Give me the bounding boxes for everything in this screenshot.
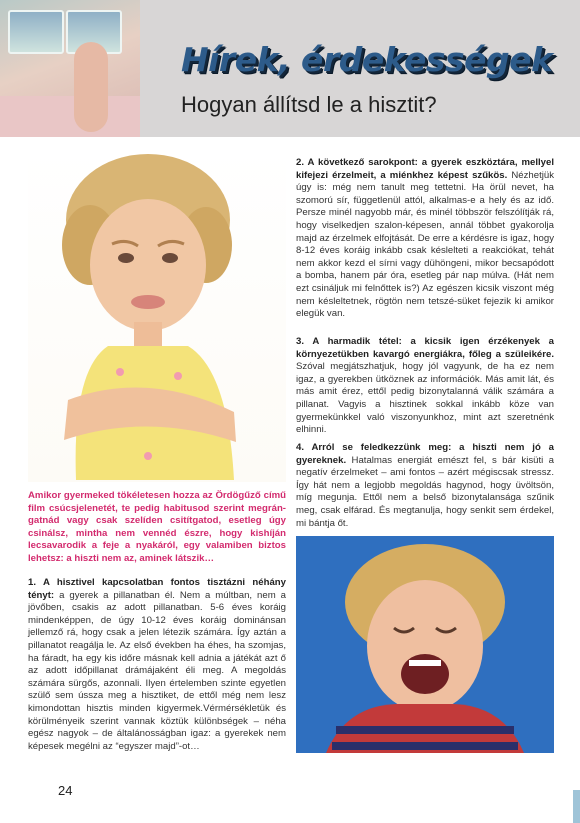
header-photo-shirt xyxy=(0,96,140,137)
section-4-text: Hatalmas energiát emészt fel, s bár kisüti a negatív érzelmeket – ami fontos – azért mégiscsak stressz. Így hát nem a legjobb megoldás hagynod, hogy üvöltsön, míg megunja. Ettől nem a belső bizonytalansága szűnik meg, csak elfárad. És megtanulja, hogy senkit sem érdekel, mi bántja őt. xyxy=(296,454,554,529)
page-subtitle: Hogyan állítsd le a hisztit? xyxy=(181,92,437,117)
pouting-girl-photo xyxy=(28,150,286,482)
header-banner xyxy=(0,0,580,137)
section-1-paragraph xyxy=(28,577,286,753)
section-3-lead: 3. A harmadik tétel: a kicsik igen érzékenyek a környezetükben kavargó energiákra, főleg a szüleikére. xyxy=(296,336,554,360)
page-edge-mark xyxy=(573,790,580,823)
section-2-text: Nézhetjük úgy is: még nem tanult meg tettetni. Ha örül nevet, ha szomorú sír, függetlenül attól, alkalmas-e a hely és az idő. Persze minél nagyobb már, és minél többször felszólítják rá, hogy viselkedjen szalon-képesen, annál többet gyakorolja majd az érzelmek elfojtását. De erre a kérdésre is igaz, hogy 8-12 éves koráig inkább csak késlelteti a reakciókat, tehát nem akkor kezd el sírni vagy dühöngeni, mikor becsapódott a bomba, hanem pár óra, esetleg pár nap múlva. (Hát nem ezt csináljuk mi felnőttek is?) Az egészen kicsik viszont még nem késleltetnek, rögtön nem tetszé-süket fejezik ki amikor elegük van. xyxy=(296,169,554,320)
section-4-lead: 4. Arról se feledkezzünk meg: a hiszti nem jó a gyereknek. xyxy=(296,442,554,466)
crying-boy-photo xyxy=(296,536,554,753)
section-3-paragraph xyxy=(296,336,554,437)
section-3-text: Szóval megjátszhatjuk, hogy jól vagyunk, de ha ez nem igaz, a gyerekben ütköznek az információk. Más amit lát, és más amit érez, ettől pedig bizonytalanná válik számára a pillanat. Vagyis a hisztinek sokkal inkább köze van gyermekünkkel való viszonyunkhoz, mint azt szeretnénk elhinni. xyxy=(296,361,554,436)
header-photo xyxy=(0,0,140,137)
section-1-text: a gyerek a pillanatban él. Nem a múltban, nem a jövőben, csakis az adott pillanatban. 5-6 éves koráig mindenképpen, de úgy 10-12 éves koráig dominánsan jellemző rá, hogy csak a jelen létezik számára. Így aztán a pillanatot reagálja le. Az első években ha éhes, ha szomjas, ha fáradt, ha egy kis időre másnak kell adnia a játékát azt ő az adott időpillanat drámájaként éli meg. A megoldás számára sürgős, azonnali. Ilyen értelemben szinte egyetlen szülő sem ússza meg a hisztiket, de ettől még nem lesz kimondottan hisztis minden kigyermek.Vérmérsékletük és körülményeik szerint vannak köztük különbségek – néha egész nagyok – de általánosságban igaz: a gyerekek nem képesek megélni az “egyszer majd”-ot… xyxy=(28,589,286,752)
section-2-paragraph xyxy=(296,157,554,321)
header-photo-screen xyxy=(8,10,64,54)
page-title: Hírek, érdekességek xyxy=(181,40,553,79)
page-number: 24 xyxy=(58,783,73,798)
intro-caption: Amikor gyermeked tökéletesen hozza az Ördögűző című film csúcsjelenetét, te pedig habitusod szerint megrán-gatnád vagy csak szelíden csitítgatod, esetleg úgy csinálsz, mintha nem vennéd észre, hogy kishíján lecsavarodik a feje a nyakáról, egy valamiben biztos lehetsz: a hiszti nem az, aminek látszik… xyxy=(28,490,286,564)
section-1-lead: 1. A hisztivel kapcsolatban fontos tisztázni néhány tényt: xyxy=(28,577,286,601)
section-2-lead: 2. A következő sarokpont: a gyerek eszköztára, mellyel kifejezi érzelmeit, a miénkhez képest szűkös. xyxy=(296,157,554,181)
section-4-paragraph xyxy=(296,442,554,530)
header-photo-hand xyxy=(74,42,108,132)
